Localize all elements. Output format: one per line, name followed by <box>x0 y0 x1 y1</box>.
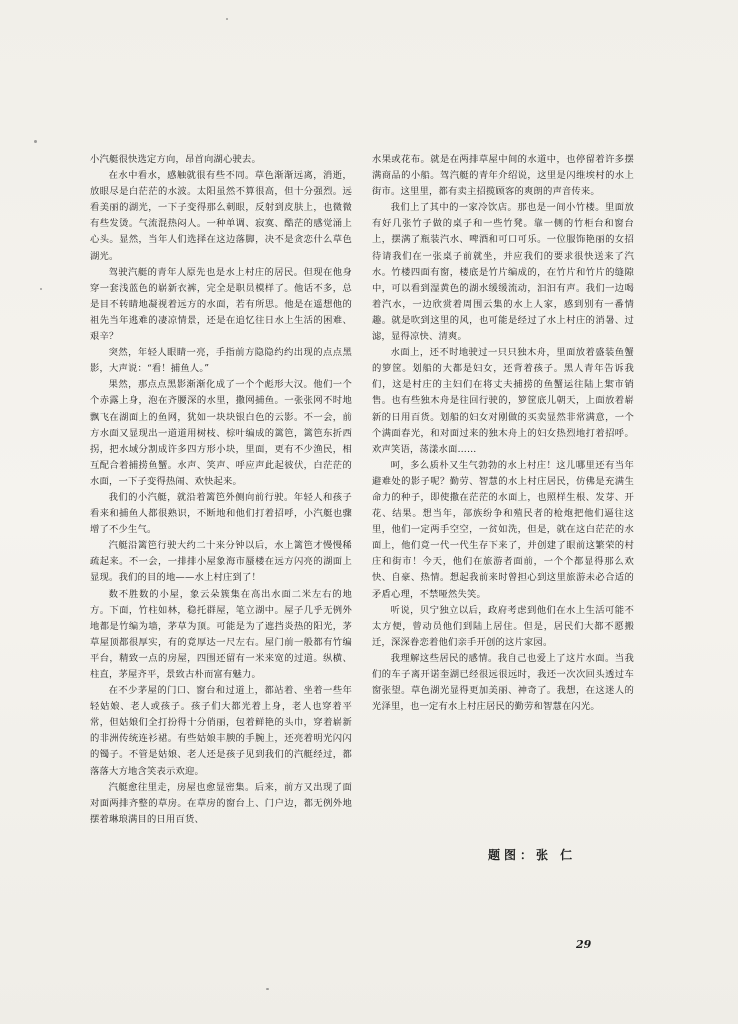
illustration-credit: 题图：张 仁 <box>488 848 577 862</box>
scan-speck <box>40 288 42 290</box>
paragraph: 水面上，还不时地驶过一只只独木舟，里面放着盛装鱼蟹的箩筐。划船的大都是妇女，还背着孩子。黑人青年告诉我们，这是村庄的主妇们在将丈夫捕捞的鱼蟹运往陆上集市销售。也有些独木舟是往回行驶的，箩筐底儿朝天，上面放着崭新的日用百货。划船的妇女对刚做的买卖显然非常满意，一个个满面春光，和对面过来的独木舟上的妇女热烈地打着招呼。欢声笑语，荡漾水面…… <box>372 347 634 455</box>
page-number: 29 <box>576 938 592 951</box>
right-column <box>372 152 634 715</box>
paragraph: 呵，多么质朴又生气勃勃的水上村庄！这儿哪里还有当年避难处的影子呢？勤劳、智慧的水上村庄居民，仿佛是充满生命力的种子，即使撒在茫茫的水面上，也照样生根、发芽、开花、结果。想当年，部族纷争和殖民者的枪炮把他们逼往这里，他们一定两手空空，一贫如洗，但是，就在这白茫茫的水面上，他们竟一代一代生存下来了，并创建了眼前这繁荣的村庄和街市！今天，他们在旅游者面前，一个个都显得那么欢快、自豪、热情。想起我前来时曾担心到这里旅游未必合适的矛盾心理，不禁哑然失笑。 <box>372 459 634 600</box>
paragraph: 小汽艇很快选定方向，昂首向湖心驶去。 <box>90 154 261 165</box>
scan-speck <box>226 18 228 20</box>
scan-speck <box>266 988 269 990</box>
paragraph: 数不胜数的小屋，象云朵簇集在高出水面二米左右的地方。下面，竹柱如林，稳托群屋，笔立湖中。屋子几乎无例外地都是竹编为墙，茅草为顶。可能是为了遮挡炎热的阳光，茅草屋顶都很厚实，有的竟厚达一尺左右。屋门前一般都有竹编平台，精致一点的房屋，四围还留有一米来宽的过道。纵横、柱直，茅屋齐平，景致古朴而富有魅力。 <box>90 588 352 680</box>
paragraph: 在水中看水，感触就很有些不同。草色渐渐远离，消逝，放眼尽是白茫茫的水波。太阳虽然不算很高，但十分强烈。远看美丽的湖光，一下子变得那么刺眼，反射到皮肤上，也微微有些发烫。气流混热闷人。一种单调、寂寞、酷茫的感觉涌上心头。显然，当年人们选择在这边落脚，决不是贪恋什么草色湖光。 <box>90 170 352 262</box>
paragraph: 果然，那点点黑影渐渐化成了一个个彪形大汉。他们一个个赤露上身，泡在齐腰深的水里，撒网捕鱼。一张张网不时地飘飞在湖面上的鱼网，犹如一块块银白色的云影。不一会，前方水面又显现出一道道用树枝、棕叶编成的篱笆，篱笆东折西拐，把水域分割成许多四方形小块，里面，更有不少渔民，相互配合着捕捞鱼蟹。水声、笑声、呼应声此起彼伏，白茫茫的水面，一下子变得热闹、欢快起来。 <box>90 379 352 487</box>
paragraph: 突然，年轻人眼睛一亮，手指前方隐隐约约出现的点点黑影，大声说：“看！捕鱼人。” <box>90 347 352 375</box>
paragraph: 我们上了其中的一家冷饮店。那也是一间小竹楼。里面放有好几张竹子做的桌子和一些竹凳。靠一侧的竹柜台和窗台上，摆满了瓶装汽水、啤酒和可口可乐。一位服饰艳丽的女招待请我们在一张桌子前就坐，并应我们的要求很快送来了汽水。竹楼四面有窗，楼底是竹片编成的，在竹片和竹片的缝隙中，可以看到湿黄色的湖水缓缓流动，汩汩有声。我们一边喝着汽水，一边欣赏着周围云集的水上人家，感到别有一番情趣。就是吹到这里的风，也可能是经过了水上村庄的消暑、过滤，显得凉快、清爽。 <box>372 202 634 343</box>
left-column <box>90 152 352 828</box>
paragraph: 汽艇沿篱笆行驶大约二十来分钟以后，水上篱笆才慢慢稀疏起来。不一会，一排排小屋象海市蜃楼在远方闪亮的湖面上显现。我们的目的地——水上村庄到了！ <box>90 540 352 584</box>
paragraph: 在不少茅屋的门口、窗台和过道上，都站着、坐着一些年轻姑娘、老人或孩子。孩子们大都光着上身，老人也穿着平常，但姑娘们全打扮得十分俏丽，包着鲜艳的头巾，穿着崭新的非洲传统连衫裙。有些姑娘丰腴的手腕上，还亮着明光闪闪的镯子。不管是姑娘、老人还是孩子见到我们的汽艇经过，都落落大方地含笑表示欢迎。 <box>90 685 352 777</box>
paragraph: 我们的小汽艇，就沿着篱笆外侧向前行驶。年轻人和孩子看来和捕鱼人都很熟识，不断地和他们打着招呼，小汽艇也骤增了不少生气。 <box>90 491 352 536</box>
paragraph: 水果或花布。就是在两排草屋中间的水道中，也停留着许多摆满商品的小船。驾汽艇的青年介绍说，这里是闪维埃村的水上街市。这里里，都有卖主招揽顾客的爽朗的声音传来。 <box>372 154 634 198</box>
paragraph: 我理解这些居民的感情。我自己也爱上了这片水面。当我们的车子离开诺奎湖已经很远很远时，我还一次次回头透过车窗张望。草色湖光显得更加美丽、神奇了。我想，在这迷人的光泽里，也一定有水上村庄居民的勤劳和智慧在闪光。 <box>372 652 634 713</box>
paragraph: 驾驶汽艇的青年人原先也是水上村庄的居民。但现在他身穿一套浅蓝色的崭新衣裤，完全是职员模样了。他话不多，总是目不转睛地凝视着远方的水面，若有所思。他是在遥想他的祖先当年逃难的凄凉情景，还是在追忆往日水上生活的困难、艰辛？ <box>90 266 352 343</box>
paragraph: 汽艇愈往里走，房屋也愈显密集。后来，前方又出现了面对面两排齐整的草房。在草房的窗台上、门户边，都无例外地摆着琳琅满目的日用百货、 <box>90 781 352 825</box>
scan-speck <box>34 140 37 143</box>
paragraph: 听说，贝宁独立以后，政府考虑到他们在水上生活可能不太方便，曾动员他们到陆上居住。但是，居民们大都不愿搬迁，深深眷恋着他们亲手开创的这片家园。 <box>372 604 634 648</box>
